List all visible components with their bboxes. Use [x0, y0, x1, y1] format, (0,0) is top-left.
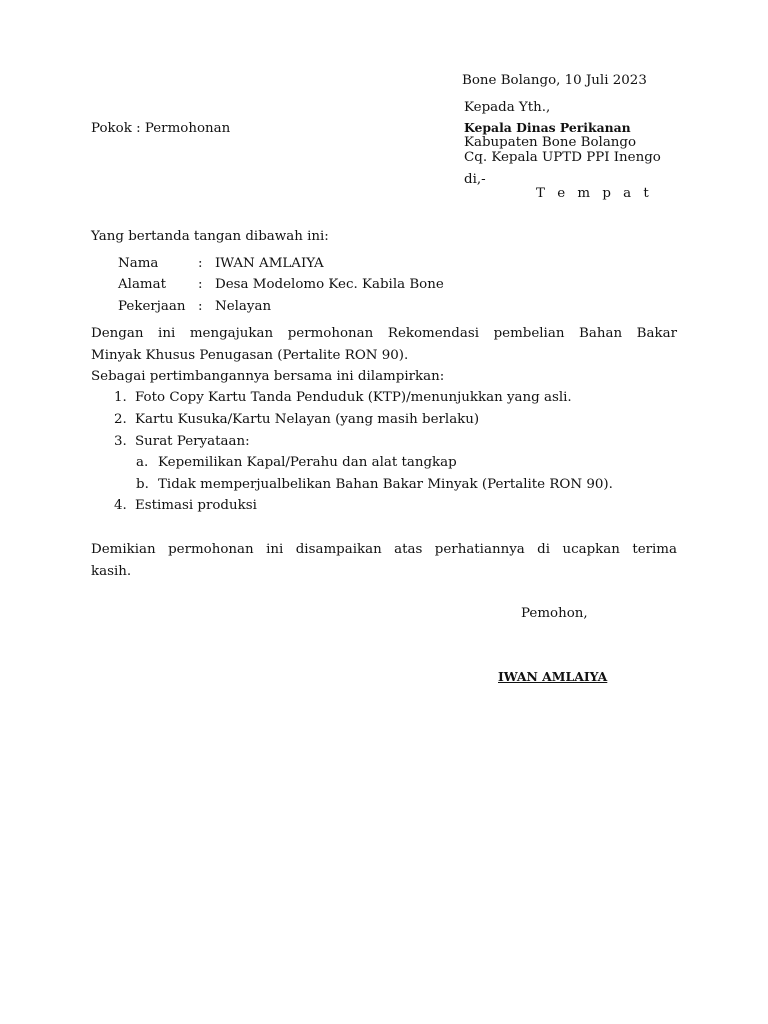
closing-line-2: kasih. [91, 564, 132, 579]
identity-label-pekerjaan: Pekerjaan [118, 299, 186, 314]
identity-value-nama: IWAN AMLAIYA [215, 256, 324, 271]
signature-label: Pemohon, [521, 606, 588, 621]
recipient-line-3: Cq. Kepala UPTD PPI Inengo [464, 150, 661, 165]
sub-list-item: Kepemilikan Kapal/Perahu dan alat tangkap [158, 455, 457, 470]
identity-separator: : [198, 256, 203, 271]
paragraph-1-line-1: Dengan ini mengajukan permohonan Rekomendasi pembelian Bahan Bakar [91, 326, 677, 341]
identity-separator: : [198, 299, 203, 314]
sub-list-letter: b. [136, 477, 149, 492]
list-item: Surat Peryataan: [135, 434, 250, 449]
list-item-number: 4. [114, 498, 127, 513]
identity-separator: : [198, 277, 203, 292]
sub-list-item: Tidak memperjualbelikan Bahan Bakar Minyak (Pertalite RON 90). [158, 477, 613, 492]
recipient-title: Kepala Dinas Perikanan [464, 120, 631, 135]
list-item-number: 2. [114, 412, 127, 427]
attachments-intro: Sebagai pertimbangannya bersama ini dilampirkan: [91, 369, 445, 384]
paragraph-1-line-2: Minyak Khusus Penugasan (Pertalite RON 90). [91, 348, 409, 363]
list-item: Estimasi produksi [135, 498, 257, 513]
list-item-number: 3. [114, 434, 127, 449]
list-item: Kartu Kusuka/Kartu Nelayan (yang masih berlaku) [135, 412, 480, 427]
intro-line: Yang bertanda tangan dibawah ini: [91, 229, 329, 244]
list-item-number: 1. [114, 390, 127, 405]
di-line: di,- [464, 172, 486, 187]
kepada-line: Kepada Yth., [464, 100, 551, 115]
identity-value-pekerjaan: Nelayan [215, 299, 272, 314]
sub-list-letter: a. [136, 455, 149, 470]
recipient-line-2: Kabupaten Bone Bolango [464, 135, 637, 150]
signature-name: IWAN AMLAIYA [498, 669, 608, 684]
list-item: Foto Copy Kartu Tanda Penduduk (KTP)/menunjukkan yang asli. [135, 390, 572, 405]
tempat-line: T e m p a t [536, 186, 653, 201]
identity-label-nama: Nama [118, 256, 159, 271]
subject-line: Pokok : Permohonan [91, 121, 231, 136]
closing-line-1: Demikian permohonan ini disampaikan atas perhatiannya di ucapkan terima [91, 542, 677, 557]
place-date: Bone Bolango, 10 Juli 2023 [462, 73, 647, 88]
identity-label-alamat: Alamat [118, 277, 166, 292]
identity-value-alamat: Desa Modelomo Kec. Kabila Bone [215, 277, 444, 292]
